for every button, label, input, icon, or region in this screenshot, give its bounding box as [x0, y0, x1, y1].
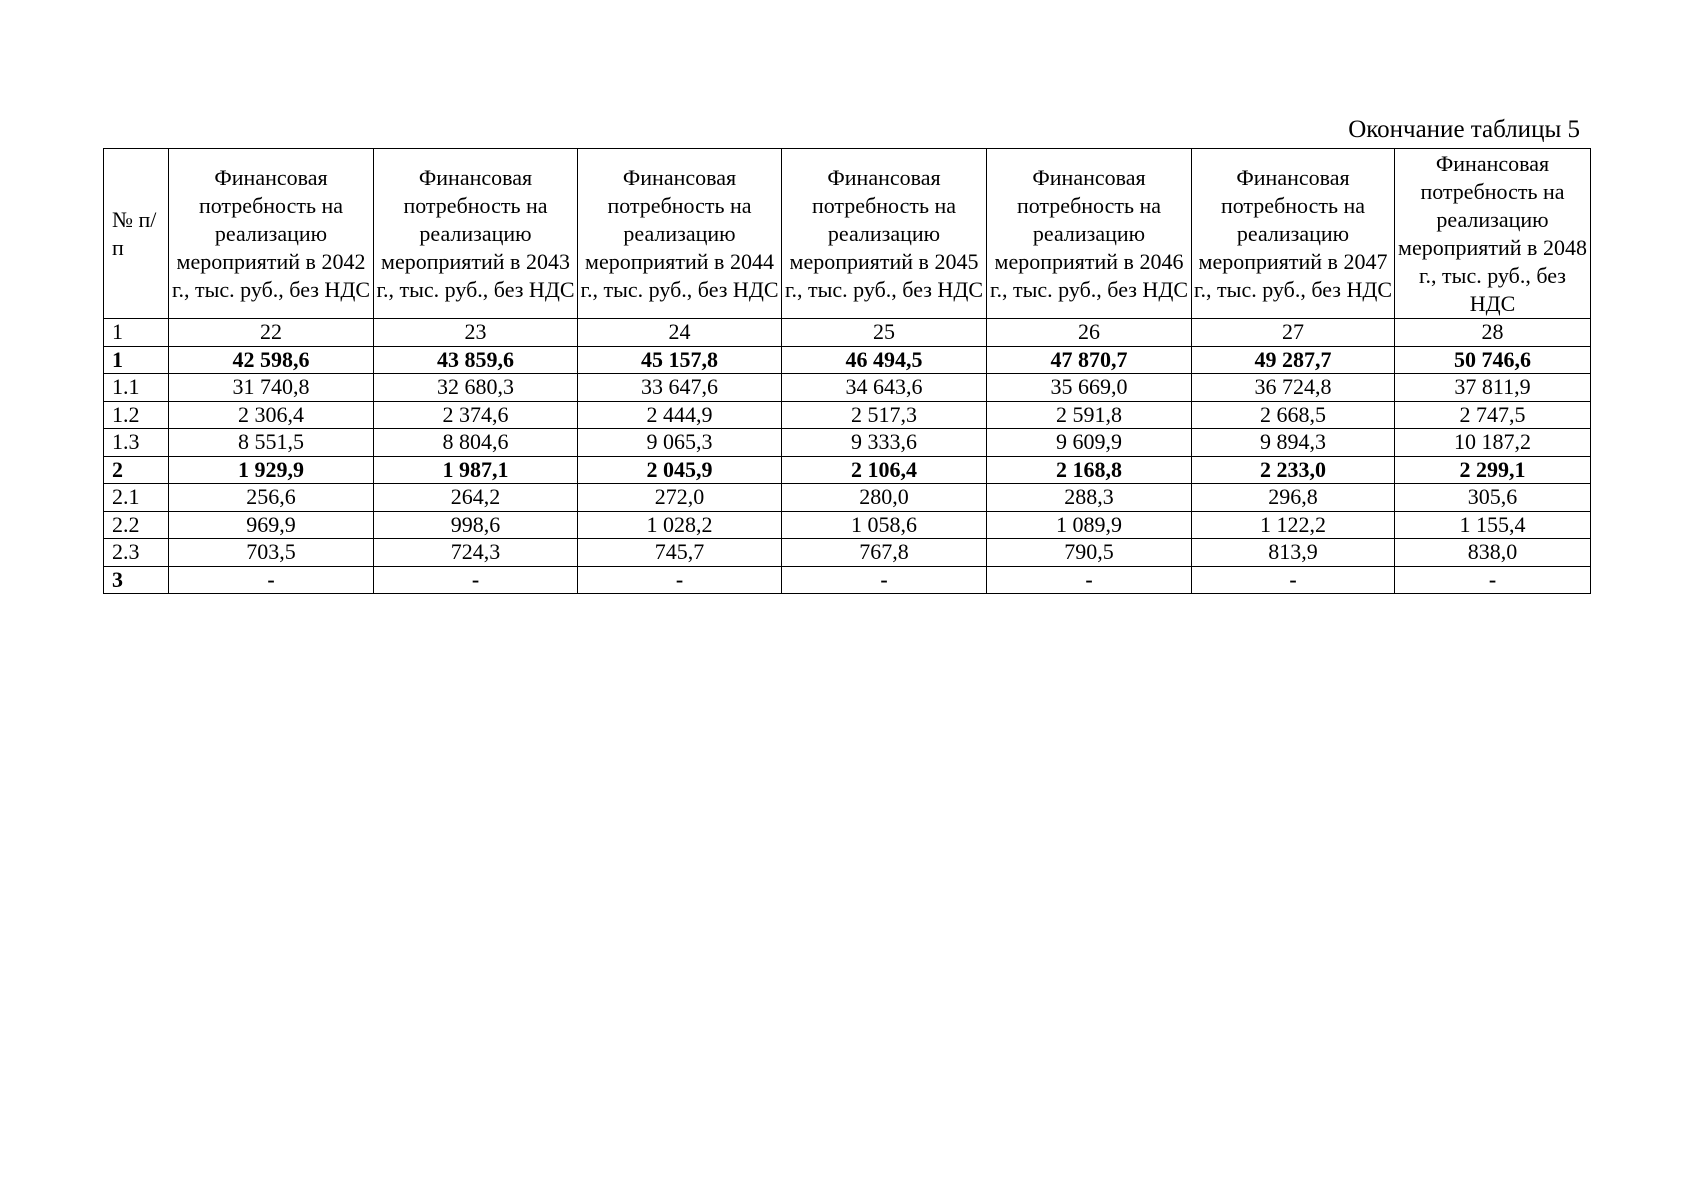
value-cell: 10 187,2 [1395, 429, 1591, 457]
column-number-row [104, 319, 1591, 347]
value-cell: 2 045,9 [578, 456, 782, 484]
column-number-cell: 26 [987, 319, 1192, 347]
value-cell: 1 987,1 [374, 456, 578, 484]
value-cell: 9 894,3 [1192, 429, 1395, 457]
column-header-2046: Финансовая потребность на реализацию мероприятий в 2046 г., тыс. руб., без НДС [987, 149, 1192, 319]
column-header-2047: Финансовая потребность на реализацию мероприятий в 2047 г., тыс. руб., без НДС [1192, 149, 1395, 319]
value-cell: - [1192, 566, 1395, 594]
value-cell: 1 058,6 [782, 511, 987, 539]
value-cell: 46 494,5 [782, 346, 987, 374]
value-cell: 1 155,4 [1395, 511, 1591, 539]
value-cell: 2 444,9 [578, 401, 782, 429]
value-cell: 31 740,8 [169, 374, 374, 402]
value-cell: 264,2 [374, 484, 578, 512]
table-row [104, 401, 1591, 429]
value-cell: 36 724,8 [1192, 374, 1395, 402]
value-cell: 2 517,3 [782, 401, 987, 429]
value-cell: 34 643,6 [782, 374, 987, 402]
financial-needs-table [103, 148, 1591, 594]
value-cell: 9 609,9 [987, 429, 1192, 457]
value-cell: 1 122,2 [1192, 511, 1395, 539]
value-cell: 33 647,6 [578, 374, 782, 402]
row-number-cell: 2.1 [104, 484, 169, 512]
value-cell: 703,5 [169, 539, 374, 567]
value-cell: 32 680,3 [374, 374, 578, 402]
value-cell: 1 089,9 [987, 511, 1192, 539]
table-row [104, 346, 1591, 374]
row-number-cell: 2.3 [104, 539, 169, 567]
value-cell: 969,9 [169, 511, 374, 539]
row-number-cell: 3 [104, 566, 169, 594]
value-cell: 47 870,7 [987, 346, 1192, 374]
column-number-cell: 1 [104, 319, 169, 347]
value-cell: - [169, 566, 374, 594]
value-cell: 2 747,5 [1395, 401, 1591, 429]
value-cell: 35 669,0 [987, 374, 1192, 402]
value-cell: 745,7 [578, 539, 782, 567]
value-cell: - [987, 566, 1192, 594]
table-row [104, 539, 1591, 567]
value-cell: 9 065,3 [578, 429, 782, 457]
value-cell: 43 859,6 [374, 346, 578, 374]
value-cell: 2 306,4 [169, 401, 374, 429]
value-cell: 1 028,2 [578, 511, 782, 539]
value-cell: 9 333,6 [782, 429, 987, 457]
row-number-header: № п/п [104, 149, 169, 319]
value-cell: 50 746,6 [1395, 346, 1591, 374]
value-cell: 790,5 [987, 539, 1192, 567]
column-header-2042: Финансовая потребность на реализацию мероприятий в 2042 г., тыс. руб., без НДС [169, 149, 374, 319]
row-number-cell: 1.1 [104, 374, 169, 402]
row-number-cell: 1.2 [104, 401, 169, 429]
value-cell: 8 551,5 [169, 429, 374, 457]
column-number-cell: 25 [782, 319, 987, 347]
value-cell: 2 374,6 [374, 401, 578, 429]
table-row [104, 511, 1591, 539]
row-number-cell: 1.3 [104, 429, 169, 457]
table-row [104, 429, 1591, 457]
value-cell: - [782, 566, 987, 594]
value-cell: 767,8 [782, 539, 987, 567]
value-cell: 2 591,8 [987, 401, 1192, 429]
column-number-cell: 27 [1192, 319, 1395, 347]
row-number-cell: 1 [104, 346, 169, 374]
value-cell: 288,3 [987, 484, 1192, 512]
value-cell: 2 233,0 [1192, 456, 1395, 484]
value-cell: 296,8 [1192, 484, 1395, 512]
row-number-cell: 2.2 [104, 511, 169, 539]
value-cell: 256,6 [169, 484, 374, 512]
header-row [104, 149, 1591, 319]
value-cell: 813,9 [1192, 539, 1395, 567]
value-cell: 272,0 [578, 484, 782, 512]
column-number-cell: 28 [1395, 319, 1591, 347]
value-cell: 1 929,9 [169, 456, 374, 484]
value-cell: 838,0 [1395, 539, 1591, 567]
value-cell: 2 106,4 [782, 456, 987, 484]
value-cell: 724,3 [374, 539, 578, 567]
column-number-cell: 24 [578, 319, 782, 347]
column-header-2048: Финансовая потребность на реализацию мероприятий в 2048 г., тыс. руб., без НДС [1395, 149, 1591, 319]
column-header-2045: Финансовая потребность на реализацию мероприятий в 2045 г., тыс. руб., без НДС [782, 149, 987, 319]
column-number-cell: 23 [374, 319, 578, 347]
value-cell: 305,6 [1395, 484, 1591, 512]
table-body [104, 346, 1591, 594]
column-number-cell: 22 [169, 319, 374, 347]
value-cell: 49 287,7 [1192, 346, 1395, 374]
row-number-cell: 2 [104, 456, 169, 484]
value-cell: - [578, 566, 782, 594]
value-cell: 280,0 [782, 484, 987, 512]
value-cell: 2 168,8 [987, 456, 1192, 484]
value-cell: 42 598,6 [169, 346, 374, 374]
value-cell: 45 157,8 [578, 346, 782, 374]
table-row [104, 456, 1591, 484]
table-row [104, 484, 1591, 512]
table-row [104, 374, 1591, 402]
value-cell: - [374, 566, 578, 594]
column-header-2044: Финансовая потребность на реализацию мероприятий в 2044 г., тыс. руб., без НДС [578, 149, 782, 319]
value-cell: 998,6 [374, 511, 578, 539]
value-cell: 8 804,6 [374, 429, 578, 457]
column-header-2043: Финансовая потребность на реализацию мероприятий в 2043 г., тыс. руб., без НДС [374, 149, 578, 319]
value-cell: 2 299,1 [1395, 456, 1591, 484]
value-cell: 37 811,9 [1395, 374, 1591, 402]
table-caption: Окончание таблицы 5 [1348, 116, 1580, 143]
value-cell: - [1395, 566, 1591, 594]
table-row [104, 566, 1591, 594]
value-cell: 2 668,5 [1192, 401, 1395, 429]
